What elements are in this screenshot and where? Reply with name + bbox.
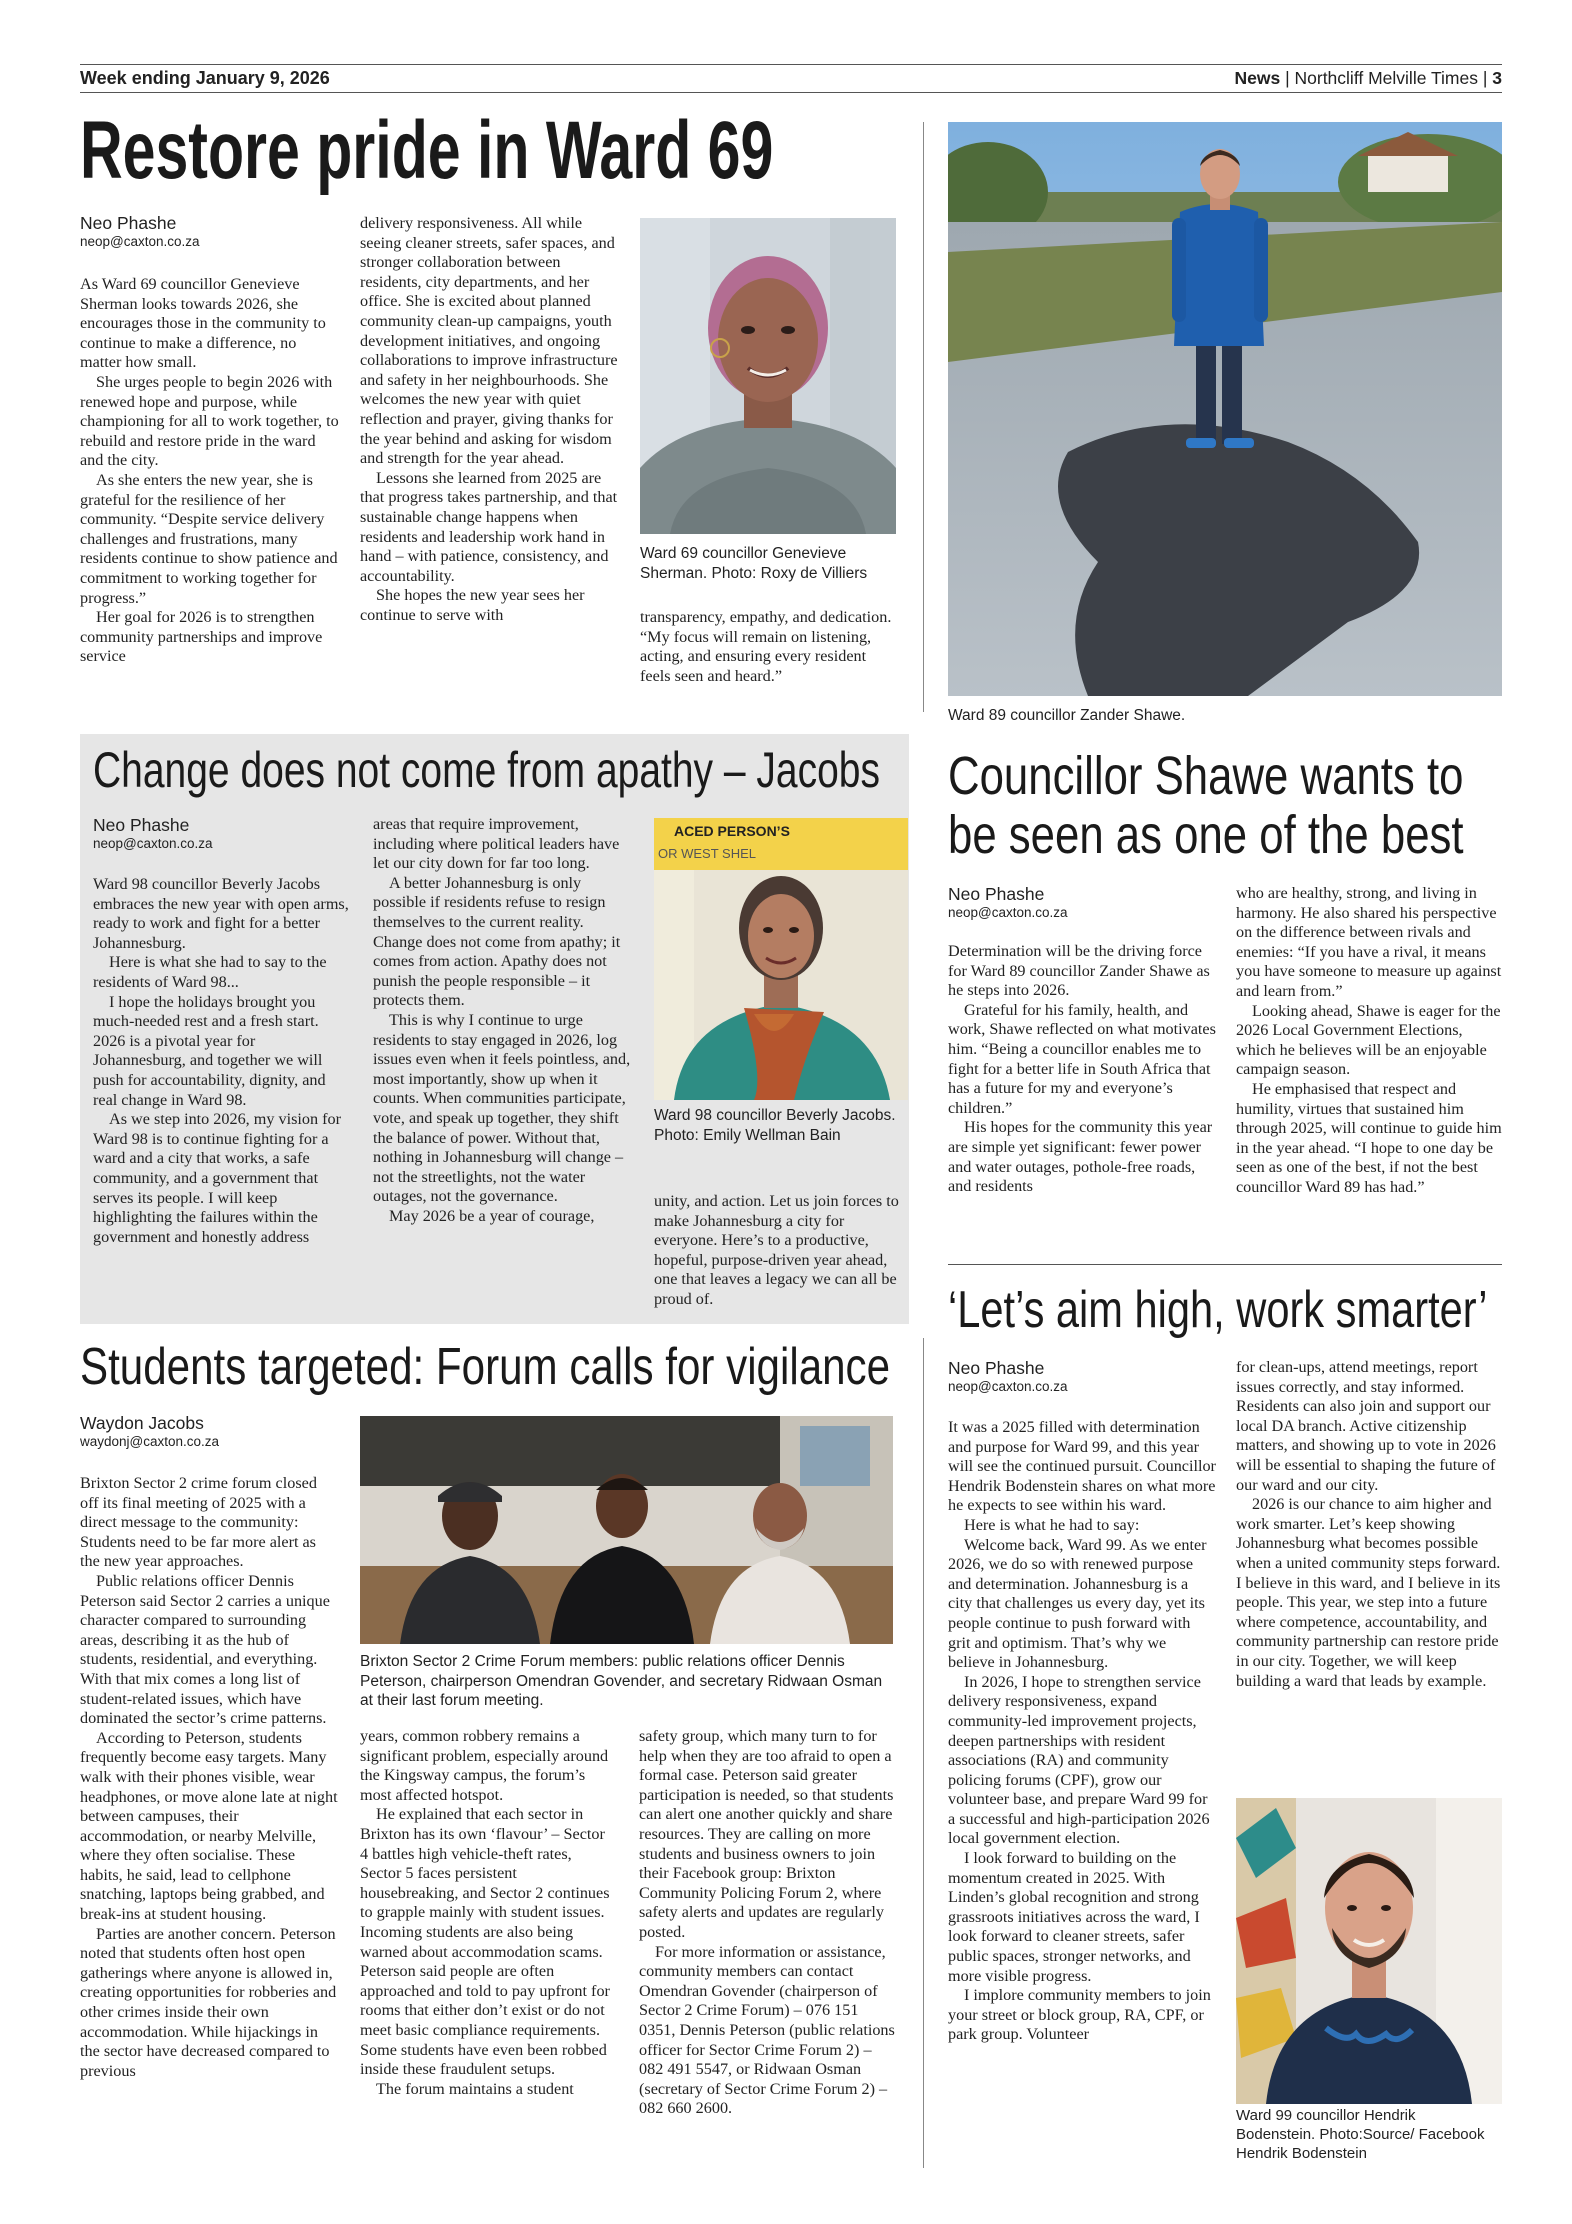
aimhigh-byline	[948, 1358, 1068, 1394]
byline-email: neop@caxton.co.za	[93, 836, 213, 851]
jacobs-byline	[93, 815, 213, 851]
paragraph: A better Johannesburg is only possible if residents refuse to resign themselves to the current reality. Change does not come from apathy; it comes from action. Apathy does not punish the people responsible – it protects them.	[373, 873, 621, 1010]
students-column-1	[80, 1474, 338, 2081]
sign-text: ACED PERSON’S	[674, 823, 790, 839]
byline-email: neop@caxton.co.za	[80, 234, 200, 249]
shawe-headline-line-1: Councillor Shawe wants to	[948, 746, 1464, 806]
paragraph: I implore community members to join your street or block group, RA, CPF, or park group. Volunteer	[948, 1986, 1211, 2044]
paragraph: In 2026, I hope to strengthen service delivery responsiveness, expand community-led improvement projects, deepen partnerships with resident associations (RA) and community policing forums (CPF), grow our volunteer base, and prepare Ward 99 for a successful and high-participation 2026 local government election.	[948, 1672, 1210, 1848]
paragraph: for clean-ups, attend meetings, report issues correctly, and stay informed. Residents can also join and support our local DA branch. Active citizenship matters, and showing up to vote in 2026 will be essential to shaping the future of our ward and our city.	[1236, 1358, 1496, 1494]
masthead-bottom-rule	[80, 92, 1502, 93]
ward69-column-1	[80, 275, 340, 667]
paragraph: As she enters the new year, she is grateful for the resilience of her community. “Despite service delivery challenges and frustrations, many residents continue to show patience and commitment to working together for progress.”	[80, 470, 338, 607]
paragraph: Determination will be the driving force for Ward 89 councillor Zander Shawe as he steps into 2026.	[948, 942, 1210, 1000]
paragraph: It was a 2025 filled with determination and purpose for Ward 99, and this year will see the continued pursuit. Councillor Hendrik Bodenstein shares on what more he expects to see within his ward.	[948, 1418, 1216, 1515]
jacobs-column-1	[93, 875, 351, 1247]
paragraph: As Ward 69 councillor Genevieve Sherman looks towards 2026, she encourages those in the community to continue to make a difference, no matter how small.	[80, 275, 326, 372]
paragraph: safety group, which many turn to for help when they are too afraid to open a formal case. Peterson said greater participation is needed, so that students can alert one another quickly and share resources. They are calling on more students and business owners to join their Facebook group: Brixton Community Policing Forum 2, where safety alerts and updates are regularly posted.	[639, 1727, 894, 1941]
shawe-column-1	[948, 942, 1216, 1197]
aimhigh-column-2	[1236, 1358, 1502, 1691]
students-byline	[80, 1413, 219, 1449]
paragraph: Welcome back, Ward 99. As we enter 2026, we do so with renewed purpose and determination. Johannesburg is a city that challenges us every day, yet its people continue to push forward with grit and optimism. That’s why we believe in Johannesburg.	[948, 1535, 1207, 1672]
paragraph: transparency, empathy, and dedication. “My focus will remain on listening, acting, and ensuring every resident feels seen and heard.”	[640, 608, 892, 685]
paragraph: Ward 98 councillor Beverly Jacobs embraces the new year with open arms, ready to work and fight for a better Johannesburg.	[93, 875, 349, 952]
paragraph: years, common robbery remains a significant problem, especially around the Kingsway campus, the forum’s most affected hotspot.	[360, 1727, 609, 1804]
byline-author: Waydon Jacobs	[80, 1413, 204, 1433]
byline-author: Neo Phashe	[80, 213, 177, 233]
paragraph: unity, and action. Let us join forces to make Johannesburg a city for everyone. Here’s to a productive, hopeful, purpose-driven year ahead, one that leaves a legacy we can all be proud of.	[654, 1192, 899, 1308]
paragraph: This is why I continue to urge residents to stay engaged in 2026, log issues even when it feels pointless, and, most importantly, show up when it counts. When communities participate, vote, and speak up together, they shift the balance of power. Without that, nothing in Johannesburg will change – not the streetlights, not the water outages, not the governance.	[373, 1010, 631, 1206]
students-column-2	[360, 1727, 616, 2099]
issue-date: Week ending January 9, 2026	[80, 68, 330, 88]
paragraph: She urges people to begin 2026 with renewed hope and purpose, while championing for all to work together, to rebuild and restore pride in the ward and the city.	[80, 372, 339, 470]
page-number: 3	[1492, 68, 1502, 88]
page-header-right	[1234, 68, 1502, 89]
ward69-headline: Restore pride in Ward 69	[80, 105, 774, 196]
portrait-illustration	[640, 218, 896, 534]
sign-text: OR WEST SHEL	[658, 846, 757, 861]
paragraph: He emphasised that respect and humility, virtues that sustained him through 2025, will continue to guide him in the year ahead. “I hope to one day be seen as one of the best, if not the best councillor Ward 89 has had.”	[1236, 1079, 1502, 1196]
paragraph: areas that require improvement, including where political leaders have let our city down for far too long.	[373, 815, 620, 873]
portrait-illustration	[654, 818, 908, 1100]
column-rule	[923, 1338, 924, 2168]
ward69-byline	[80, 213, 200, 249]
jacobs-photo-caption: Ward 98 councillor Beverly Jacobs. Photo: Emily Wellman Bain	[654, 1107, 896, 1144]
jacobs-headline: Change does not come from apathy – Jacobs	[93, 742, 880, 798]
paragraph: Brixton Sector 2 crime forum closed off its final meeting of 2025 with a direct message to the community: Students need to be far more alert as the new year approaches.	[80, 1474, 317, 1571]
jacobs-photo	[654, 818, 908, 1100]
paragraph: Public relations officer Dennis Peterson said Sector 2 carries a unique character compared to surrounding areas, describing it as the hub of students, residential, and everything. With that mix comes a long list of student-related issues, which have dominated the sector’s crime patterns.	[80, 1571, 330, 1728]
masthead-top-rule	[80, 64, 1502, 65]
students-headline: Students targeted: Forum calls for vigilance	[80, 1338, 891, 1396]
shawe-byline	[948, 884, 1068, 920]
ward69-column-3	[640, 608, 900, 686]
paragraph: His hopes for the community this year are simple yet significant: fewer power and water outages, pothole-free roads, and residents	[948, 1118, 1213, 1196]
paragraph: who are healthy, strong, and living in harmony. He also shared his perspective on the difference between rivals and enemies: “If you have a rival, it means you have someone to measure up against and learn from.”	[1236, 884, 1502, 1000]
byline-email: neop@caxton.co.za	[948, 905, 1068, 920]
byline-email: waydonj@caxton.co.za	[80, 1434, 220, 1449]
paragraph: Here is what he had to say:	[964, 1515, 1140, 1534]
paragraph: Grateful for his family, health, and work, Shawe reflected on what motivates him. “Being a councillor enables me to fight for a better life in South Africa that has a future for my and everyone’s children.”	[948, 1000, 1216, 1117]
paragraph: He explained that each sector in Brixton has its own ‘flavour’ – Sector 4 battles high vehicle-theft rates, Sector 5 faces persistent housebreaking, and Sector 2 continues to grapple mainly with student issues. Incoming students are also being warned about accommodation scams. Peterson said people are often approached and told to pay upfront for rooms that either don’t exist or do not meet basic compliance requirements. Some students have even been robbed inside these fraudulent setups.	[360, 1805, 610, 2079]
bodenstein-photo	[1236, 1798, 1502, 2104]
paragraph: 2026 is our chance to aim higher and work smarter. Let’s keep showing Johannesburg what becomes possible when a united community steps forward. I believe in this ward, and I believe in its people. This year, we step into a future where competence, accountability, and community partnership can restore pride in our city. Together, we will keep building a ward that leads by example.	[1236, 1495, 1501, 1690]
paragraph: May 2026 be a year of courage,	[389, 1206, 595, 1225]
section-divider	[948, 1264, 1502, 1265]
paragraph: Lessons she learned from 2025 are that progress takes partnership, and that sustainable change happens when residents and leadership work hand in hand – with patience, consistency, and accountability.	[360, 468, 618, 585]
paragraph: Parties are another concern. Peterson noted that students often host open gatherings where anyone is allowed in, creating opportunities for robberies and other crimes inside their own accommodation. While hijackings in the sector have decreased compared to previous	[80, 1924, 337, 2080]
shawe-column-2	[1236, 884, 1502, 1198]
students-column-3	[639, 1727, 895, 2119]
street-portrait-illustration	[948, 122, 1502, 696]
group-photo-illustration	[360, 1416, 893, 1644]
byline-author: Neo Phashe	[948, 884, 1045, 904]
byline-email: neop@caxton.co.za	[948, 1379, 1068, 1394]
publication-name: Northcliff Melville Times	[1294, 68, 1478, 88]
jacobs-column-2	[373, 815, 631, 1226]
header-separator: |	[1285, 68, 1295, 88]
portrait-illustration	[1236, 1798, 1502, 2104]
column-rule	[923, 122, 924, 712]
aimhigh-column-1	[948, 1418, 1216, 2045]
sherman-photo	[640, 218, 896, 534]
forum-photo-caption: Brixton Sector 2 Crime Forum members: public relations officer Dennis Peterson, chairperson Omendran Govender, and secretary Ridwaan Osman at their last forum meeting.	[360, 1653, 883, 1709]
section-name: News	[1234, 68, 1281, 88]
shawe-photo	[948, 122, 1502, 696]
paragraph: The forum maintains a student	[376, 2079, 574, 2098]
paragraph: Looking ahead, Shawe is eager for the 2026 Local Government Elections, which he believes will be an enjoyable campaign season.	[1236, 1001, 1501, 1079]
header-separator: |	[1482, 68, 1493, 88]
bodenstein-photo-caption: Ward 99 councillor Hendrik Bodenstein. Photo:Source/ Facebook Hendrik Bodenstein	[1236, 2107, 1485, 2162]
sherman-photo-caption: Ward 69 councillor Genevieve Sherman. Photo: Roxy de Villiers	[640, 545, 868, 582]
jacobs-column-3	[654, 1192, 908, 1310]
paragraph: She hopes the new year sees her continue to serve with	[360, 586, 585, 624]
aimhigh-headline: ‘Let’s aim high, work smarter’	[948, 1281, 1488, 1339]
paragraph: As we step into 2026, my vision for Ward 98 is to continue fighting for a ward and a city that works, a safe community, and a government that serves its people. I will keep highlighting the failures within the government and honestly address	[93, 1110, 342, 1246]
byline-author: Neo Phashe	[93, 815, 190, 835]
paragraph: For more information or assistance, community members can contact Omendran Govender (chairperson of Sector 2 Crime Forum) – 076 151 0351, Dennis Peterson (public relations officer for Sector Crime Forum 2) – 082 491 5547, or Ridwaan Osman (secretary of Sector Crime Forum 2) – 082 660 2600.	[639, 1942, 895, 2118]
forum-group-photo	[360, 1416, 893, 1644]
ward69-column-2	[360, 214, 620, 625]
paragraph: Her goal for 2026 is to strengthen community partnerships and improve service	[80, 608, 323, 666]
paragraph: I look forward to building on the momentum created in 2025. With Linden’s global recognition and strong grassroots initiatives across the ward, I look forward to cleaner streets, safer public spaces, stronger networks, and more visible progress.	[948, 1849, 1200, 1985]
byline-author: Neo Phashe	[948, 1358, 1045, 1378]
paragraph: delivery responsiveness. All while seeing cleaner streets, safer spaces, and stronger collaboration between residents, city departments, and her office. She is excited about planned community clean-up campaigns, youth development initiatives, and ongoing collaborations to improve infrastructure and safety in her neighbourhoods. She welcomes the new year with quiet reflection and prayer, giving thanks for the year behind and asking for wisdom and strength for the year ahead.	[360, 214, 618, 468]
shawe-headline-line-2: be seen as one of the best	[948, 805, 1464, 865]
paragraph: I hope the holidays brought you much-needed rest and a fresh start. 2026 is a pivotal year for Johannesburg, and together we will push for accountability, dignity, and real change in Ward 98.	[93, 992, 326, 1109]
shawe-photo-caption: Ward 89 councillor Zander Shawe.	[948, 707, 1186, 724]
paragraph: Here is what she had to say to the residents of Ward 98...	[93, 953, 327, 991]
paragraph: According to Peterson, students frequently become easy targets. Many walk with their phones visible, wear headphones, or move alone late at night between campuses, their accommodation, or nearby Melville, where they often socialise. These habits, he said, lead to cellphone snatching, laptops being grabbed, and break-ins at student housing.	[80, 1728, 338, 1924]
